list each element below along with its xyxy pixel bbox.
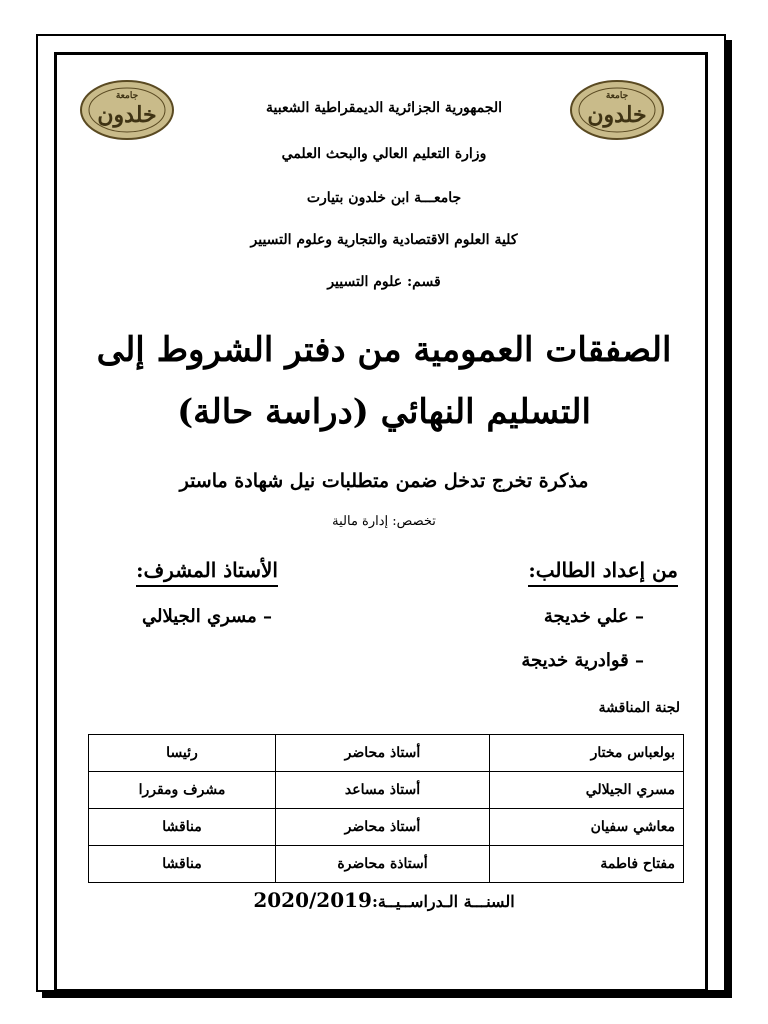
university-name: جامعـــة ابن خلدون بتيارت (306, 190, 462, 206)
table-row (89, 846, 684, 883)
table-row (89, 772, 684, 809)
member-name: مسري الجيلالي (490, 772, 684, 809)
member-role: مشرف ومقررا (89, 772, 276, 809)
member-name: مفتاح فاطمة (490, 846, 684, 883)
specialty-label: تخصص: (392, 514, 436, 529)
frame-shadow-bottom (42, 992, 732, 998)
member-rank: أستاذة محاضرة (276, 846, 490, 883)
thesis-title-line-2: التسليم النهائي (دراسة حالة) (177, 392, 591, 432)
department-name: قسم: علوم التسيير (327, 274, 441, 290)
student-name-1: – علي خديجة (543, 606, 644, 627)
member-role: رئيسا (89, 735, 276, 772)
logo-text: خلدون (97, 102, 157, 128)
member-name: معاشي سفيان (490, 809, 684, 846)
committee-table (88, 734, 684, 883)
member-rank: أستاذ مساعد (276, 772, 490, 809)
committee-title: لجنة المناقشة (598, 700, 680, 716)
ministry-name: وزارة التعليم العالي والبحث العلمي (281, 146, 487, 162)
member-role: مناقشا (89, 846, 276, 883)
supervisor-label: الأستاذ المشرف: (136, 558, 278, 582)
table-row (89, 809, 684, 846)
faculty-name: كلية العلوم الاقتصادية والتجارية وعلوم التسيير (250, 232, 518, 248)
member-role: مناقشا (89, 809, 276, 846)
academic-year (0, 888, 768, 912)
member-name: بولعباس مختار (490, 735, 684, 772)
member-rank: أستاذ محاضر (276, 735, 490, 772)
republic-name: الجمهورية الجزائرية الديمقراطية الشعبية (265, 100, 502, 116)
specialty-value: إدارة مالية (332, 514, 389, 529)
logo-top-text: جامعة (605, 91, 629, 101)
logo-text: خلدون (587, 102, 647, 128)
academic-year-label: السنـــة الـدراســيــة: (371, 892, 515, 911)
supervisor-name: – مسري الجيلالي (141, 606, 272, 627)
specialty (0, 514, 768, 529)
member-rank: أستاذ محاضر (276, 809, 490, 846)
thesis-title-line-1: الصفقات العمومية من دفتر الشروط إلى (96, 330, 672, 370)
students-label: من إعداد الطالب: (528, 558, 678, 582)
logo-top-text: جامعة (115, 91, 139, 101)
student-name-2: – قوادرية خديجة (521, 650, 644, 671)
table-row (89, 735, 684, 772)
thesis-subtitle: مذكرة تخرج تدخل ضمن متطلبات نيل شهادة ماستر (179, 470, 589, 492)
academic-year-value: 2020/2019 (253, 888, 372, 912)
